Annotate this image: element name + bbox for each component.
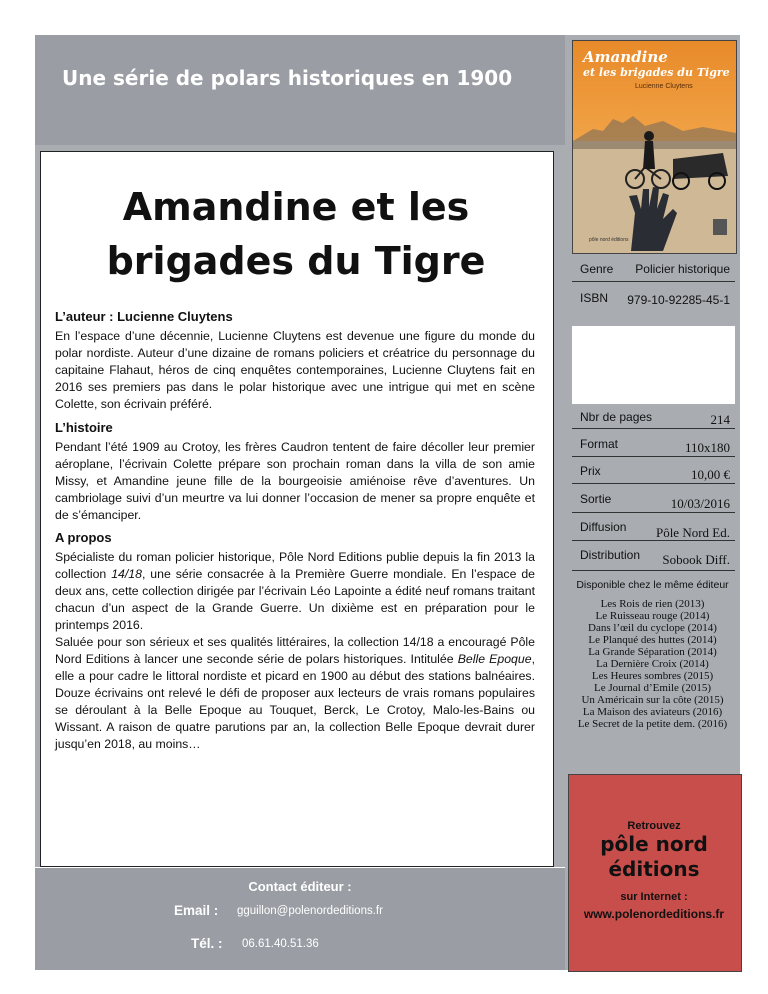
distribution-label: Distribution: [580, 548, 641, 562]
cover-illustration: [573, 101, 736, 253]
book-list-item: La Dernière Croix (2014): [596, 658, 709, 670]
email-label: Email :: [174, 903, 219, 918]
divider: [572, 456, 735, 457]
section-story: [55, 420, 535, 524]
section-author: [55, 309, 535, 413]
book-list-item: Le Secret de la petite dem. (2016): [577, 718, 728, 730]
genre-label: Genre: [580, 262, 614, 276]
book-list-item: Les Heures sombres (2015): [591, 670, 714, 682]
promo-internet: sur Internet :: [620, 891, 688, 903]
section-heading: L’auteur : Lucienne Cluytens: [55, 309, 233, 324]
section-body-paragraph-1: [55, 549, 535, 634]
genre-value: Policier historique: [635, 262, 730, 276]
divider: [572, 512, 735, 513]
pages-value: 214: [710, 412, 730, 427]
promo-brand: [568, 832, 740, 882]
price-label: Prix: [580, 464, 601, 478]
format-label: Format: [580, 437, 619, 451]
tel-link[interactable]: 06.61.40.51.36: [242, 938, 319, 950]
price-value: 10,00 €: [691, 467, 730, 482]
email-link[interactable]: gguillon@polenordeditions.fr: [237, 905, 383, 917]
book-list-item: Dans l’œil du cyclope (2014): [588, 622, 717, 634]
brand-line: éditions: [608, 857, 700, 881]
section-body: Pendant l’été 1909 au Crotoy, les frères Caudron tentent de faire décoller leur premier aéroplane, l’écrivain Colette prépare son prochain roman dans la villa de son amie Missy, et Amandine jeune fille de la bourgeoisie amiénoise rêve d’aventures. Un cambriolage suivi d’un meurtre va lui donner l’occasion de mener sa propre enquête et de s’émanciper.: [55, 440, 535, 522]
book-cover: [572, 40, 737, 254]
section-body: En l’espace d’une décennie, Lucienne Cluytens est devenue une figure du monde du polar nordiste. Auteur d’une dizaine de romans policiers et créatrice du personnage du capitaine Flahaut, héros de cinq enquêtes contemporaines, Lucienne Cluytens fait en 2016 ses premiers pas dans le polar historique avec une intrigue qui met en scène Colette, son écrivain préféré.: [55, 329, 535, 411]
collection-name: 14/18: [111, 567, 142, 581]
same-publisher-list: [565, 598, 740, 730]
book-list-item: La Maison des aviateurs (2016): [582, 706, 723, 718]
book-list-item: Le Planqué des huttes (2014): [588, 634, 717, 646]
divider: [572, 570, 735, 571]
blank-box: [572, 326, 735, 404]
cover-footer: pôle nord éditions: [589, 237, 629, 243]
distribution-value: Sobook Diff.: [662, 552, 730, 567]
book-list-item: La Grande Séparation (2014): [588, 646, 717, 658]
book-list-item: Le Journal d’Emile (2015): [594, 682, 711, 694]
website-link[interactable]: www.polenordeditions.fr: [583, 907, 725, 921]
promo-intro: Retrouvez: [627, 820, 681, 832]
cyclist-head: [644, 131, 654, 141]
divider: [572, 428, 735, 429]
pages-label: Nbr de pages: [580, 410, 653, 424]
tel-label: Tél. :: [191, 936, 223, 951]
brand-line: pôle nord: [600, 832, 708, 856]
section-body-paragraph-2: [55, 634, 535, 753]
section-heading: L’histoire: [55, 420, 113, 435]
cyclist: [643, 141, 655, 169]
contact-heading: Contact éditeur :: [248, 879, 352, 894]
isbn-value: 979-10-92285-45-1: [627, 293, 730, 307]
header-banner: [35, 35, 565, 145]
release-label: Sortie: [580, 492, 612, 506]
book-list-item: Un Américain sur la côte (2015): [581, 694, 724, 706]
divider: [572, 540, 735, 541]
same-publisher-label: Disponible chez le même éditeur: [576, 579, 729, 591]
cover-title-line: et les brigades du Tigre: [583, 66, 730, 79]
divider: [572, 483, 735, 484]
collection-name: Belle Epoque: [457, 652, 532, 666]
book-list-item: Le Ruisseau rouge (2014): [595, 610, 710, 622]
section-heading: A propos: [55, 530, 112, 545]
cover-author: Lucienne Cluytens: [635, 83, 693, 90]
diffusion-value: Pôle Nord Ed.: [655, 525, 730, 540]
isbn-label: ISBN: [580, 291, 609, 305]
cover-title: [583, 49, 730, 81]
divider: [572, 281, 735, 282]
publisher-logo: [713, 219, 727, 235]
town-silhouette: [573, 116, 736, 149]
diffusion-label: Diffusion: [580, 520, 627, 534]
release-value: 10/03/2016: [670, 496, 730, 511]
book-list-item: Les Rois de rien (2013): [600, 598, 705, 610]
text-run: , elle a pour cadre le littoral nordiste et picard en 1900 au début des stations balnéaires. Douze écrivains ont relevé le défi de proposer aux lecteurs de vrais romans populaires se déroulant à la Belle Epoque au Touquet, Berck, Le Crotoy, Malo-les-Bains ou Wissant. A raison de quatre parutions par an, la collection Belle Epoque devrait durer jusqu’en 2018, au moins…: [55, 652, 535, 751]
text-run: Spécialiste du roman policier historique, Pôle Nord Editions publie depuis la fin 2013 la collection: [55, 550, 535, 581]
book-title: Amandine et les brigades du Tigre: [106, 185, 486, 283]
text-run: Saluée pour son sérieux et ses qualités littéraires, la collection 14/18 a encouragé Pôle Nord Editions à lancer une seconde série de polars historiques. Intitulée: [55, 635, 535, 666]
series-title: Une série de polars historiques en 1900: [62, 66, 513, 90]
cover-title-line: Amandine: [583, 48, 668, 66]
text-run: , une série consacrée à la Première Guerre mondiale. En l’espace de deux ans, cette collection dirigée par l’écrivain Léo Lapointe a édité neuf romans traitant chacun d’un aspect de la Grande Guerre. Un dixième est en préparation pour le printemps 2016.: [55, 567, 536, 632]
format-value: 110x180: [684, 440, 730, 455]
section-about: [55, 530, 535, 753]
